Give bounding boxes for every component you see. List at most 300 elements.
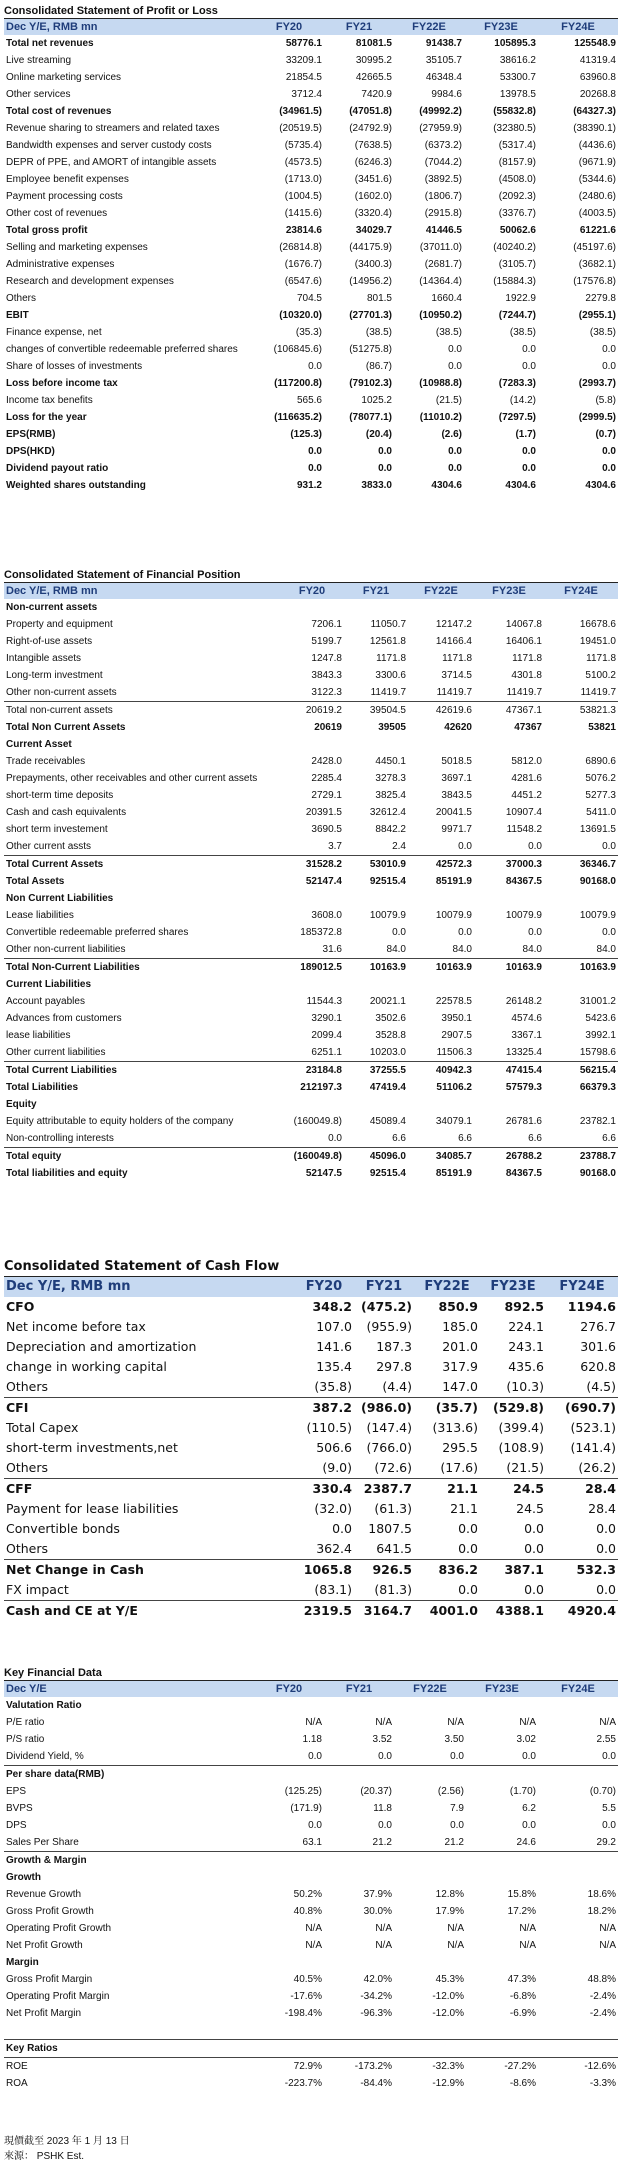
cell-value: 45.3%	[435, 1974, 464, 1985]
row-label: EPS	[6, 1786, 27, 1797]
cell-value: 0.0	[458, 1541, 478, 1556]
row-label: Revenue Growth	[6, 1889, 82, 1900]
cell-value: 0.0	[522, 361, 536, 372]
cell-value: 10079.9	[505, 910, 542, 921]
cell-value: 926.5	[354, 1560, 414, 1581]
table-row	[4, 1601, 618, 1622]
cell-value: 45089.4	[369, 1116, 406, 1127]
table-row	[4, 1096, 618, 1113]
cell-value: (37011.0)	[419, 242, 462, 253]
cell-value	[466, 1697, 538, 1714]
cell-value: 23788.7	[544, 1148, 618, 1166]
cell-value: 53010.9	[344, 856, 408, 874]
row-label: Revenue sharing to streamers and related taxes	[6, 123, 220, 134]
table-row	[4, 273, 618, 290]
cell-value: 52147.4	[305, 876, 342, 887]
row-label: Administrative expenses	[6, 259, 115, 270]
cell-value: (61.3)	[374, 1501, 412, 1516]
cell-value: (108.9)	[498, 1440, 544, 1455]
cell-value	[324, 1869, 394, 1886]
cell-value: (15884.3)	[493, 276, 536, 287]
cell-value: 0.0	[448, 463, 462, 474]
table-row	[4, 1817, 618, 1834]
key-financial-data-section	[4, 1666, 618, 2092]
cell-value: 348.2	[312, 1299, 352, 1314]
cell-value: 18.2%	[587, 1906, 616, 1917]
row-label: Total gross profit	[6, 225, 88, 236]
table-row	[4, 1130, 618, 1148]
table-row	[4, 1834, 618, 1852]
cell-value: -2.4%	[589, 2008, 616, 2019]
cell-value: 1171.8	[512, 653, 542, 664]
cell-value: 1807.5	[368, 1521, 412, 1536]
cell-value: 0.0	[308, 446, 322, 457]
row-label: Total liabilities and equity	[6, 1168, 128, 1179]
source-note: 來源： PSHK Est.	[4, 2151, 85, 2162]
table-row	[4, 907, 618, 924]
row-label: Payment for lease liabilities	[6, 1501, 179, 1516]
header-year: FY22E	[394, 1681, 466, 1697]
table-row	[4, 1148, 618, 1166]
cell-value: (38.5)	[365, 327, 392, 338]
row-label: Others	[6, 1379, 49, 1394]
cell-value: -12.6%	[584, 2061, 616, 2072]
profit-loss-section	[4, 4, 618, 494]
cell-value: 51106.2	[436, 1082, 472, 1093]
header-year: FY20	[294, 1277, 354, 1297]
table-row	[4, 1317, 618, 1337]
cell-value: (44175.9)	[349, 242, 392, 253]
cell-value: 23184.8	[280, 1062, 344, 1080]
cell-value: 11.8	[373, 1803, 392, 1814]
cell-value	[474, 976, 544, 993]
cell-value	[538, 2022, 618, 2040]
row-label: Other current assts	[6, 841, 92, 852]
header-year: FY23E	[474, 583, 544, 599]
cell-value: 6251.1	[311, 1047, 342, 1058]
cell-value: (21.5)	[506, 1460, 544, 1475]
header-year: FY23E	[466, 1681, 538, 1697]
table-row	[4, 1714, 618, 1731]
row-label: Intangible assets	[6, 653, 82, 664]
row-label: Cash and CE at Y/E	[4, 1601, 294, 1622]
cell-value: 92515.4	[369, 1168, 406, 1179]
table-row	[4, 959, 618, 977]
row-label: Equity attributable to equity holders of the company	[6, 1116, 234, 1127]
cell-value: 4001.0	[414, 1601, 480, 1622]
cell-value	[408, 1096, 474, 1113]
cell-value: (72.6)	[374, 1460, 412, 1475]
cell-value: 0.0	[602, 344, 616, 355]
cell-value: 0.0	[596, 1541, 616, 1556]
cell-value: 37255.5	[344, 1062, 408, 1080]
cell-value: (2480.6)	[578, 191, 616, 202]
cell-value: (7297.5)	[498, 412, 536, 423]
cell-value: (26814.8)	[279, 242, 322, 253]
cell-value: (5344.6)	[578, 174, 616, 185]
cell-value: 0.0	[328, 1133, 342, 1144]
row-label: Long-term investment	[6, 670, 103, 681]
cell-value: 0.0	[308, 463, 322, 474]
header-label: Dec Y/E, RMB mn	[4, 583, 280, 599]
table-row	[4, 1438, 618, 1458]
row-label: Total Capex	[6, 1420, 79, 1435]
cash-flow-section	[4, 1258, 618, 1621]
cell-value: 7.9	[450, 1803, 464, 1814]
cell-value: 40.5%	[293, 1974, 322, 1985]
header-year: FY24E	[544, 583, 618, 599]
cell-value: (86.7)	[365, 361, 392, 372]
cell-value	[408, 599, 474, 616]
table-row	[4, 154, 618, 171]
cell-value	[538, 1766, 618, 1784]
cell-value: 11544.3	[306, 996, 342, 1007]
cell-value: (766.0)	[366, 1440, 412, 1455]
cell-value: (1004.5)	[284, 191, 322, 202]
row-label: Share of losses of investments	[6, 361, 143, 372]
cell-value: (38.5)	[589, 327, 616, 338]
cell-value: 0.0	[308, 1820, 322, 1831]
row-label: Per share data(RMB)	[4, 1766, 254, 1784]
cell-value: (955.9)	[366, 1319, 412, 1334]
table-row	[4, 1027, 618, 1044]
cell-value: 3.7	[328, 841, 342, 852]
cell-value: 39505	[378, 722, 406, 733]
row-label: Operating Profit Margin	[6, 1991, 110, 2002]
cell-value: (27701.3)	[349, 310, 392, 321]
cell-value: 5.5	[602, 1803, 616, 1814]
cell-value: 0.0	[448, 361, 462, 372]
table-row	[4, 2058, 618, 2076]
row-label: CFO	[6, 1299, 35, 1314]
cell-value: 22578.5	[435, 996, 472, 1007]
table-row	[4, 804, 618, 821]
cell-value: 84.0	[452, 944, 472, 955]
table-row	[4, 1418, 618, 1438]
cell-value: 201.0	[442, 1339, 478, 1354]
cell-value: 13691.5	[579, 824, 616, 835]
row-label: Margin	[6, 1957, 39, 1968]
table-row	[4, 35, 618, 52]
table-row	[4, 736, 618, 753]
row-label: Weighted shares outstanding	[6, 480, 146, 491]
cell-value: (20.4)	[365, 429, 392, 440]
cell-value: 10907.4	[505, 807, 542, 818]
cell-value: 0.0	[458, 841, 472, 852]
cell-value: 11419.7	[506, 687, 542, 698]
cell-value: 63960.8	[579, 72, 616, 83]
cell-value	[538, 2040, 618, 2058]
row-label: Valutation Ratio	[6, 1700, 82, 1711]
cell-value: 0.0	[602, 927, 616, 938]
cell-value: 565.6	[296, 395, 322, 406]
cell-value	[280, 976, 344, 993]
cell-value: 3164.7	[354, 1601, 414, 1622]
cell-value: -8.6%	[509, 2078, 536, 2089]
cell-value: -12.0%	[432, 1991, 464, 2002]
header-row	[4, 583, 618, 599]
row-label: Loss before income tax	[6, 378, 118, 389]
cell-value: 61221.6	[579, 225, 616, 236]
cell-value: (64327.3)	[573, 106, 616, 117]
cell-value: 836.2	[414, 1560, 480, 1581]
cell-value	[344, 1096, 408, 1113]
cell-value: 0.0	[522, 446, 536, 457]
cell-value: 2907.5	[441, 1030, 472, 1041]
table-row	[4, 1479, 618, 1500]
cell-value: 42665.5	[355, 72, 392, 83]
row-label: Total Current Assets	[4, 856, 280, 874]
cell-value: 21.2	[444, 1837, 464, 1848]
table-row	[4, 1079, 618, 1096]
cell-value: (35.7)	[414, 1398, 480, 1419]
cell-value: 15.8%	[507, 1889, 536, 1900]
cell-value: 0.0	[522, 1751, 536, 1762]
cell-value: N/A	[519, 1940, 536, 1951]
cell-value: N/A	[305, 1940, 322, 1951]
cell-value: 40942.3	[408, 1062, 474, 1080]
table-row	[4, 1297, 618, 1317]
table-row	[4, 120, 618, 137]
table-row	[4, 256, 618, 273]
row-label: Operating Profit Growth	[6, 1923, 112, 1934]
cell-value: 19451.0	[579, 636, 616, 647]
header-row	[4, 19, 618, 35]
cell-value: (3682.1)	[578, 259, 616, 270]
cell-value: N/A	[305, 1717, 322, 1728]
table-row	[4, 1988, 618, 2005]
cell-value: 317.9	[442, 1359, 478, 1374]
cell-value: 91438.7	[425, 38, 462, 49]
cell-value	[466, 1852, 538, 1870]
cell-value: (10.3)	[506, 1379, 544, 1394]
cell-value: (10320.0)	[279, 310, 322, 321]
cell-value: (125.3)	[290, 429, 322, 440]
cell-value: (38390.1)	[573, 123, 616, 134]
table-row	[4, 1731, 618, 1748]
table-row	[4, 753, 618, 770]
header-year: FY24E	[538, 1681, 618, 1697]
cell-value	[344, 976, 408, 993]
cell-value	[324, 1697, 394, 1714]
cell-value: (2681.7)	[424, 259, 462, 270]
cell-value	[280, 736, 344, 753]
cell-value: 31.6	[322, 944, 342, 955]
cell-value: (17.6)	[440, 1460, 478, 1475]
cell-value: (34961.5)	[279, 106, 322, 117]
cell-value: (5.8)	[595, 395, 616, 406]
section-title: Consolidated Statement of Profit or Loss	[4, 4, 618, 19]
cell-value: (14364.4)	[419, 276, 462, 287]
cell-value	[344, 736, 408, 753]
cell-value: (45197.6)	[573, 242, 616, 253]
cell-value	[324, 1852, 394, 1870]
header-year: FY21	[324, 1681, 394, 1697]
table-row	[4, 890, 618, 907]
cell-value	[408, 976, 474, 993]
table-row	[4, 770, 618, 787]
cell-value: (5735.4)	[284, 140, 322, 151]
cell-value: 53300.7	[499, 72, 536, 83]
cell-value: 3300.6	[375, 670, 406, 681]
cell-value: 0.0	[378, 1751, 392, 1762]
cell-value: 47415.4	[474, 1062, 544, 1080]
cell-value: 2279.8	[585, 293, 616, 304]
cell-value: (2.6)	[441, 429, 462, 440]
row-label: CFF	[4, 1479, 294, 1500]
cell-value	[544, 976, 618, 993]
table-row	[4, 1852, 618, 1870]
row-label: Depreciation and amortization	[6, 1339, 197, 1354]
cell-value: 56215.4	[544, 1062, 618, 1080]
table-row	[4, 341, 618, 358]
profit-loss-table	[4, 19, 618, 494]
cell-value: (79102.3)	[349, 378, 392, 389]
row-label: EPS(RMB)	[6, 429, 56, 440]
cell-value: (55832.8)	[493, 106, 536, 117]
table-row	[4, 239, 618, 256]
cell-value: (35.8)	[314, 1379, 352, 1394]
row-label: Other non-current assets	[6, 687, 117, 698]
cell-value: 0.0	[522, 1820, 536, 1831]
cell-value: (1415.6)	[284, 208, 322, 219]
row-label: Others	[6, 1460, 49, 1475]
row-label: Total equity	[4, 1148, 280, 1166]
cell-value: 330.4	[294, 1479, 354, 1500]
table-row	[4, 719, 618, 736]
header-label: Dec Y/E, RMB mn	[4, 19, 254, 35]
cell-value: (0.7)	[595, 429, 616, 440]
cell-value: 14067.8	[505, 619, 542, 630]
cell-value: 11419.7	[370, 687, 406, 698]
cell-value: 3833.0	[361, 480, 392, 491]
cell-value	[394, 1869, 466, 1886]
cell-value: (2955.1)	[578, 310, 616, 321]
cell-value: 33209.1	[285, 55, 322, 66]
cell-value	[254, 1766, 324, 1784]
cell-value: 39504.5	[344, 702, 408, 720]
footer	[4, 2132, 130, 2162]
row-label: Account payables	[6, 996, 85, 1007]
cell-value: 4920.4	[546, 1601, 618, 1622]
cell-value: 3528.8	[375, 1030, 406, 1041]
cell-value: -34.2%	[360, 1991, 392, 2002]
cell-value: -173.2%	[354, 2061, 392, 2072]
cell-value: 435.6	[508, 1359, 544, 1374]
cell-value: 1247.8	[311, 653, 342, 664]
row-label: Others	[6, 293, 37, 304]
cell-value: (4573.5)	[284, 157, 322, 168]
cell-value: 10079.9	[435, 910, 472, 921]
cell-value: (47051.8)	[349, 106, 392, 117]
cell-value: N/A	[375, 1940, 392, 1951]
row-label: Net income before tax	[6, 1319, 146, 1334]
table-row	[4, 616, 618, 633]
cell-value: 12.8%	[435, 1889, 464, 1900]
table-row	[4, 1886, 618, 1903]
cell-value: -223.7%	[284, 2078, 322, 2089]
cell-value: 41446.5	[425, 225, 462, 236]
cell-value	[254, 2022, 324, 2040]
cell-value: 47367	[514, 722, 542, 733]
cell-value: (6547.6)	[284, 276, 322, 287]
row-label: BVPS	[6, 1803, 33, 1814]
row-label: Prepayments, other receivables and other current assets	[6, 773, 258, 784]
row-label: Selling and marketing expenses	[6, 242, 148, 253]
cell-value: 26788.2	[474, 1148, 544, 1166]
cell-value: 1171.8	[376, 653, 406, 664]
cell-value: -27.2%	[504, 2061, 536, 2072]
row-label: DPS	[6, 1820, 27, 1831]
cell-value: N/A	[375, 1923, 392, 1934]
cell-value: 1025.2	[361, 395, 392, 406]
cell-value: 276.7	[580, 1319, 616, 1334]
cell-value: 84.0	[522, 944, 542, 955]
cell-value: 1171.8	[586, 653, 616, 664]
cell-value: 1065.8	[294, 1560, 354, 1581]
cell-value: 0.0	[522, 463, 536, 474]
cell-value: 3278.3	[375, 773, 406, 784]
table-row	[4, 1010, 618, 1027]
cell-value: (3400.3)	[354, 259, 392, 270]
cell-value: 21.1	[414, 1479, 480, 1500]
row-label: Income tax benefits	[6, 395, 93, 406]
cell-value: 10163.9	[474, 959, 544, 977]
cell-value: 185372.8	[300, 927, 342, 938]
cell-value: 0.0	[332, 1521, 352, 1536]
cell-value: (0.70)	[589, 1786, 616, 1797]
cell-value: (51275.8)	[349, 344, 392, 355]
cell-value: (83.1)	[314, 1582, 352, 1597]
cell-value: 0.0	[448, 344, 462, 355]
header-year: FY22E	[408, 583, 474, 599]
cell-value: N/A	[519, 1923, 536, 1934]
cell-value: 4301.8	[511, 670, 542, 681]
cell-value: -17.6%	[290, 1991, 322, 2002]
cell-value: 11050.7	[370, 619, 406, 630]
cell-value: (7244.7)	[498, 310, 536, 321]
cell-value: (3376.7)	[498, 208, 536, 219]
cell-value: 5076.2	[585, 773, 616, 784]
cell-value: N/A	[447, 1940, 464, 1951]
header-year: FY24E	[538, 19, 618, 35]
section-title: Key Financial Data	[4, 1666, 618, 1681]
table-row	[4, 1937, 618, 1954]
cell-value: 6.6	[458, 1133, 472, 1144]
row-label	[4, 2022, 254, 2040]
cell-value: 5423.6	[585, 1013, 616, 1024]
cell-value: 2729.1	[311, 790, 342, 801]
row-label: Non Current Liabilities	[6, 893, 114, 904]
cell-value: 85191.9	[435, 876, 472, 887]
table-row	[4, 307, 618, 324]
cell-value: 42619.6	[408, 702, 474, 720]
cell-value: 30.0%	[363, 1906, 392, 1917]
cell-value: 23782.1	[579, 1116, 616, 1127]
table-row	[4, 941, 618, 959]
cell-value: 58776.1	[285, 38, 322, 49]
cell-value: 26148.2	[505, 996, 542, 1007]
cell-value: 0.0	[602, 446, 616, 457]
cell-value: 2428.0	[311, 756, 342, 767]
row-label: ROA	[6, 2078, 28, 2089]
row-label: Others	[6, 1541, 49, 1556]
table-row	[4, 838, 618, 856]
cell-value: 11419.7	[436, 687, 472, 698]
table-row	[4, 1766, 618, 1784]
cell-value: 13325.4	[505, 1047, 542, 1058]
cell-value: 1171.8	[442, 653, 472, 664]
